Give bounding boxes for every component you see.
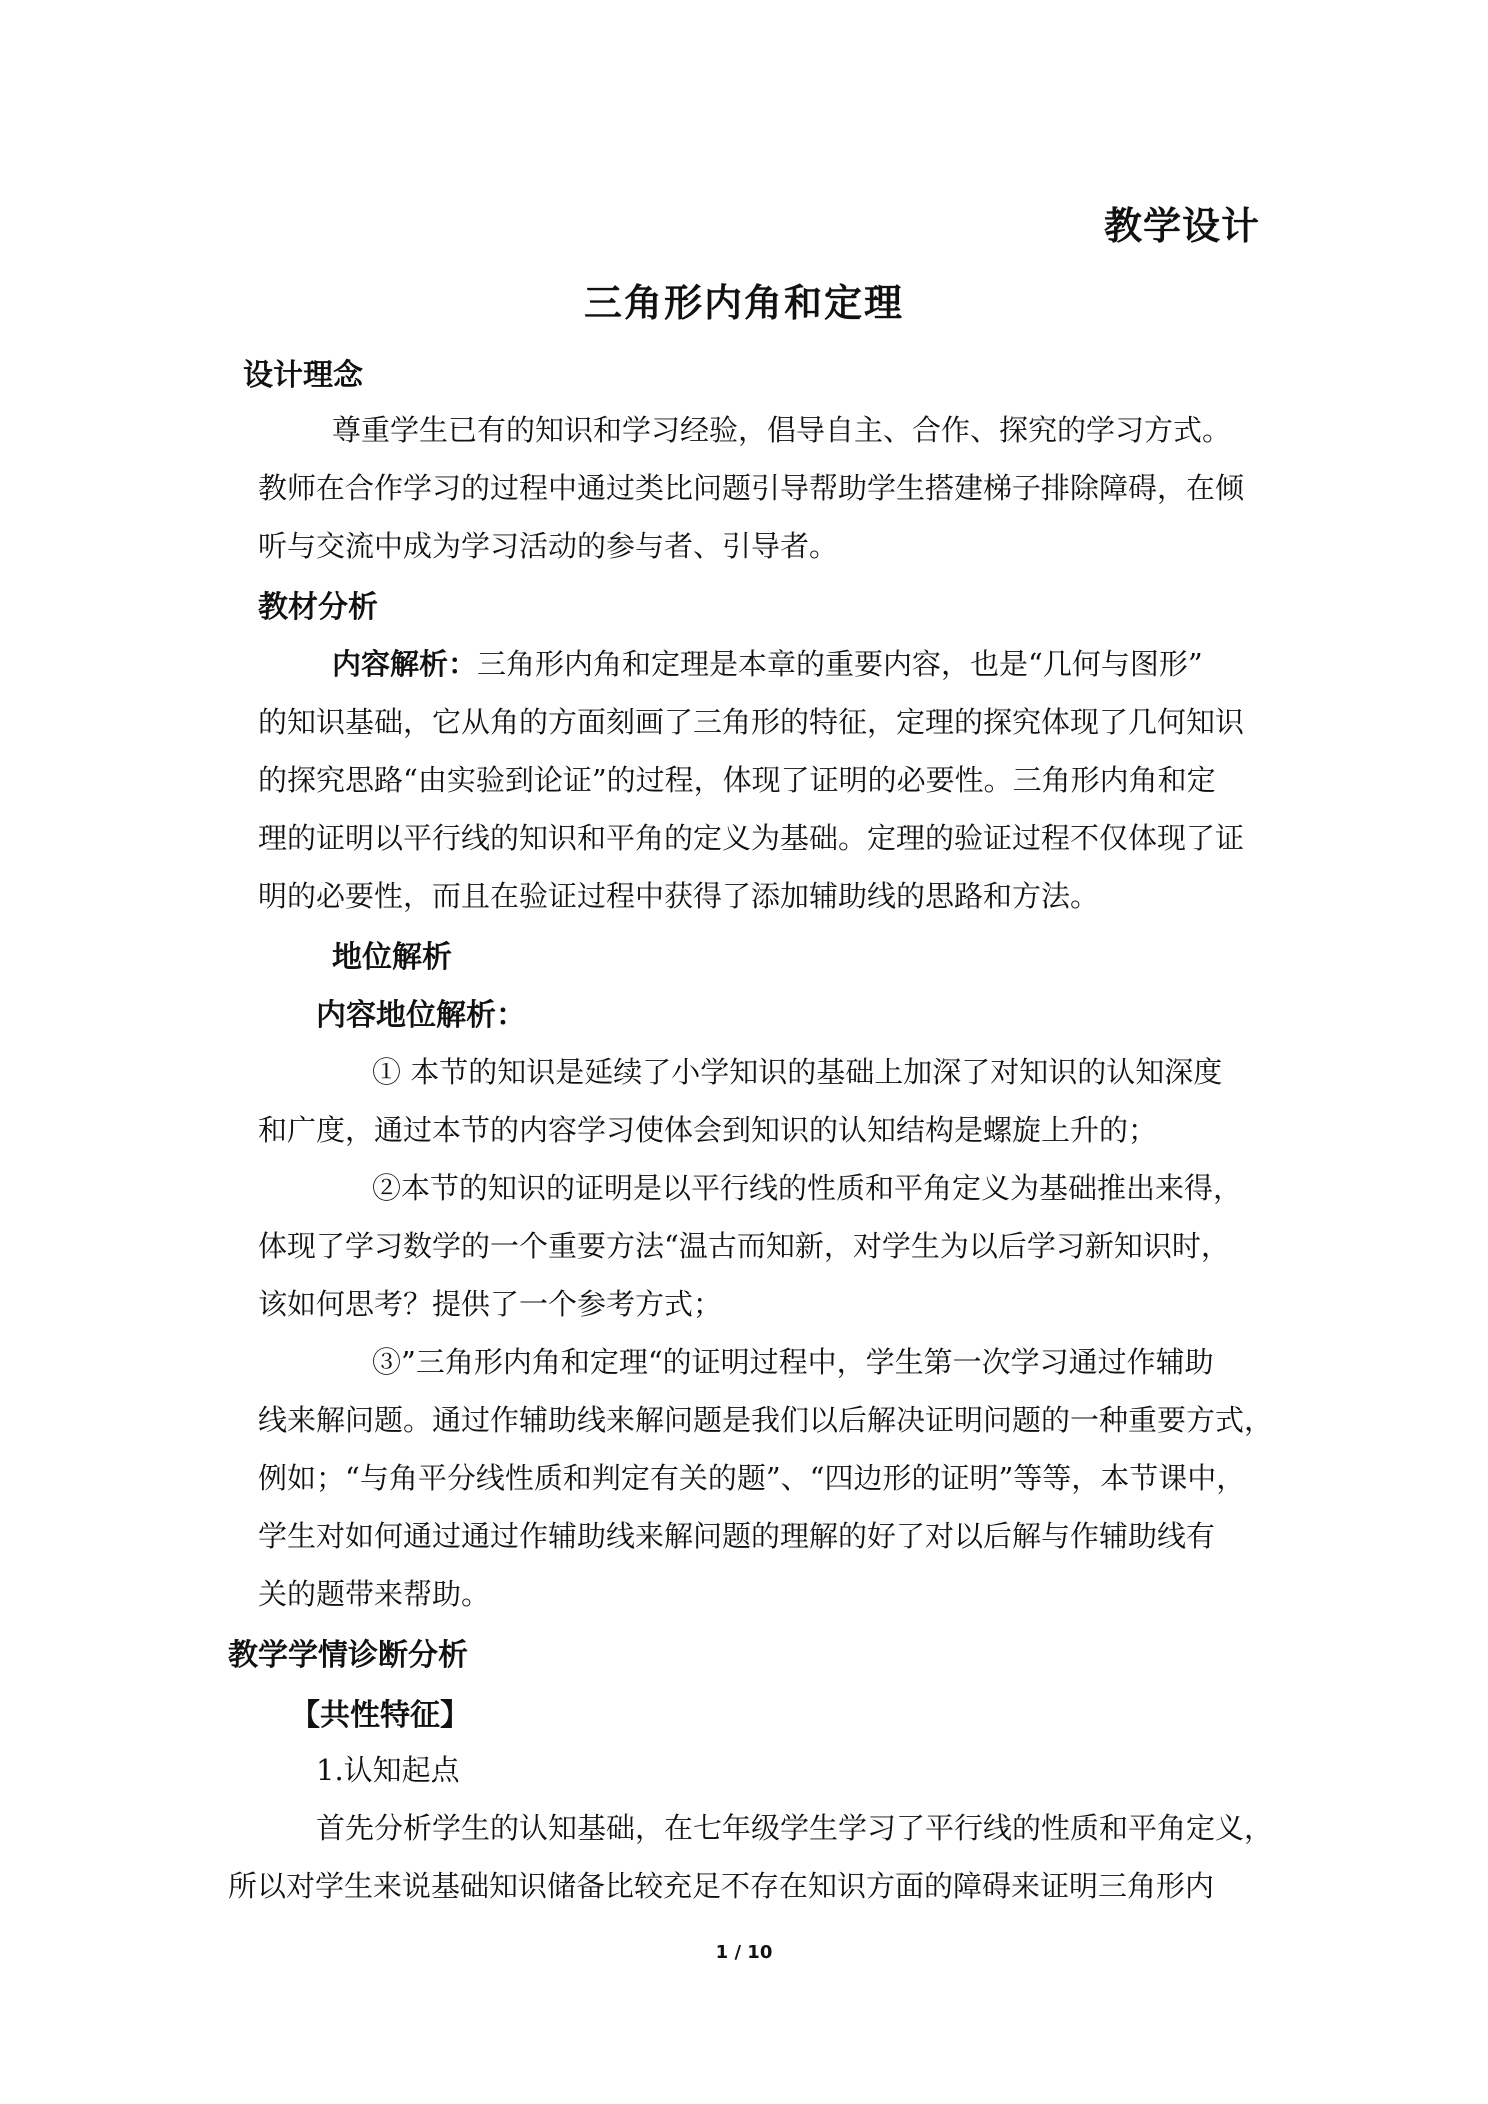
content-analysis-line-5: 明的必要性，而且在验证过程中获得了添加辅助线的思路和方法。 xyxy=(258,879,1100,913)
learning-analysis-line-2: 所以对学生来说基础知识储备比较充足不存在知识方面的障碍来证明三角形内 xyxy=(228,1869,1215,1903)
learning-analysis-line-1: 首先分析学生的认知基础，在七年级学生学习了平行线的性质和平角定义， xyxy=(316,1811,1274,1845)
doc-type-label: 教学设计 xyxy=(1103,204,1260,248)
page-number: 1 / 10 xyxy=(715,1942,773,1963)
point-2-line-1: ②本节的知识的证明是以平行线的性质和平角定义为基础推出来得， xyxy=(372,1171,1243,1205)
page-title: 三角形内角和定理 xyxy=(583,281,904,325)
content-position-heading: 内容地位解析： xyxy=(316,998,526,1033)
point-3-line-5: 关的题带来帮助。 xyxy=(258,1577,491,1611)
section-heading-learning-analysis: 教学学情诊断分析 xyxy=(228,1638,468,1673)
content-analysis-text: 三角形内角和定理是本章的重要内容，也是“几何与图形” xyxy=(477,647,1203,681)
point-3-line-3: 例如；“与角平分线性质和判定有关的题”、“四边形的证明”等等，本节课中， xyxy=(258,1461,1246,1495)
cognitive-start-title: 1.认知起点 xyxy=(316,1753,460,1787)
section-heading-design-concept: 设计理念 xyxy=(243,358,363,393)
common-feature-heading: 【共性特征】 xyxy=(290,1698,470,1733)
design-concept-line-2: 教师在合作学习的过程中通过类比问题引导帮助学生搭建梯子排除障碍，在倾 xyxy=(258,471,1245,505)
content-analysis-line-2: 的知识基础，它从角的方面刻画了三角形的特征，定理的探究体现了几何知识 xyxy=(258,705,1245,739)
point-2-line-3: 该如何思考？提供了一个参考方式； xyxy=(258,1287,723,1321)
point-3-line-4: 学生对如何通过通过作辅助线来解问题的理解的好了对以后解与作辅助线有 xyxy=(258,1519,1216,1553)
point-2-line-2: 体现了学习数学的一个重要方法“温古而知新，对学生为以后学习新知识时， xyxy=(258,1229,1230,1263)
point-1-line-1: ① 本节的知识是延续了小学知识的基础上加深了对知识的认知深度 xyxy=(372,1055,1223,1089)
point-1-line-2: 和广度，通过本节的内容学习使体会到知识的认知结构是螺旋上升的； xyxy=(258,1113,1158,1147)
point-3-line-1: ③”三角形内角和定理“的证明过程中，学生第一次学习通过作辅助 xyxy=(372,1345,1214,1379)
content-analysis-line-1 xyxy=(332,642,1203,683)
design-concept-line-3: 听与交流中成为学习活动的参与者、引导者。 xyxy=(258,529,839,563)
point-3-line-2: 线来解问题。通过作辅助线来解问题是我们以后解决证明问题的一种重要方式， xyxy=(258,1403,1274,1437)
position-analysis-heading: 地位解析 xyxy=(332,940,452,975)
content-analysis-line-4: 理的证明以平行线的知识和平角的定义为基础。定理的验证过程不仅体现了证 xyxy=(258,821,1245,855)
content-analysis-lead: 内容解析： xyxy=(332,647,478,681)
design-concept-line-1: 尊重学生已有的知识和学习经验，倡导自主、合作、探究的学习方式。 xyxy=(332,413,1232,447)
content-analysis-line-3: 的探究思路“由实验到论证”的过程，体现了证明的必要性。三角形内角和定 xyxy=(258,763,1216,797)
section-heading-material-analysis: 教材分析 xyxy=(258,590,378,625)
